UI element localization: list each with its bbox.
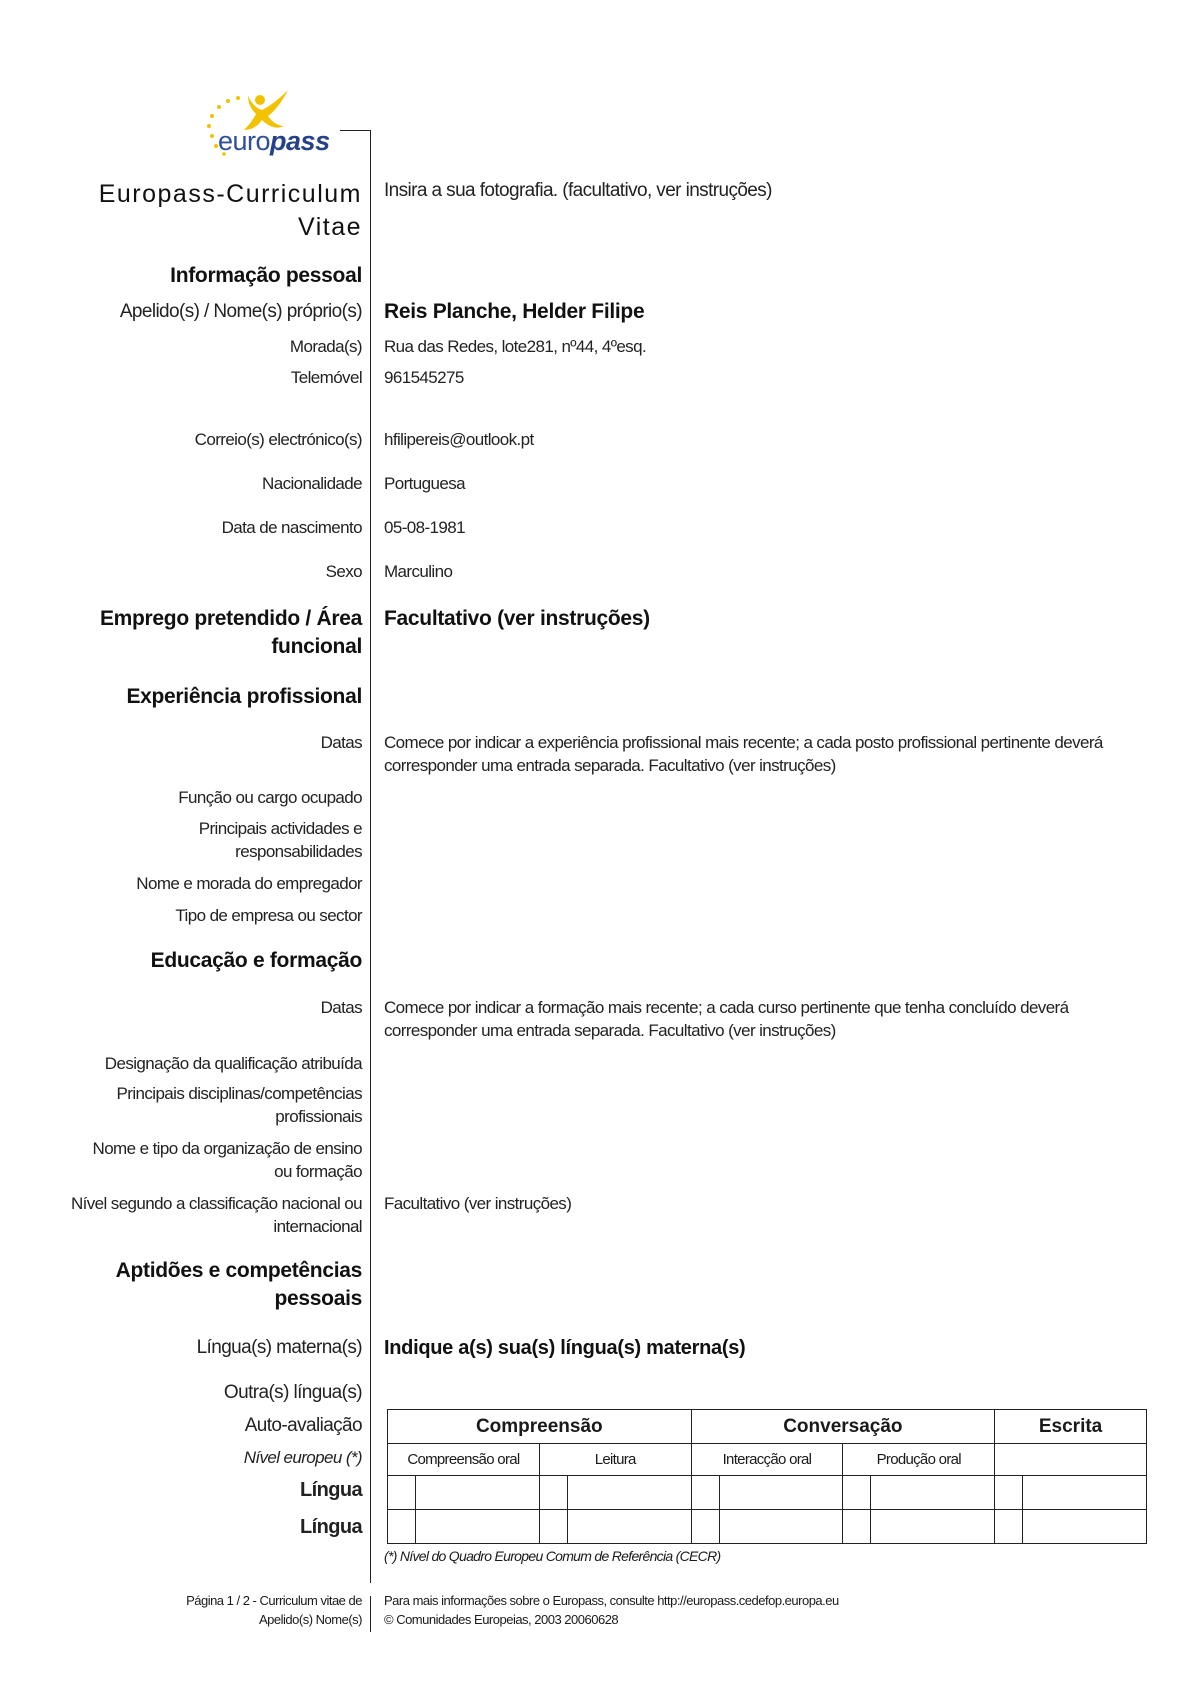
table-cell bbox=[388, 1510, 416, 1544]
self-assessment-label: Auto-avaliação bbox=[244, 1415, 362, 1436]
mother-tongue-value: Indique a(s) sua(s) língua(s) materna(s) bbox=[384, 1337, 746, 1359]
footer-page-line: Página 1 / 2 - Curriculum vitae de bbox=[186, 1593, 362, 1608]
table-row bbox=[388, 1476, 1147, 1510]
table-cell bbox=[415, 1510, 539, 1544]
name-label: Apelido(s) / Nome(s) próprio(s) bbox=[119, 301, 362, 322]
table-cell bbox=[567, 1476, 691, 1510]
header-writing: Escrita bbox=[995, 1410, 1147, 1444]
photo-placeholder: Insira a sua fotografia. (facultativo, ver instruções) bbox=[384, 180, 772, 201]
address-label: Morada(s) bbox=[289, 337, 362, 356]
section-skills: Aptidões e competências pessoais bbox=[115, 1259, 362, 1310]
table-cell bbox=[1023, 1510, 1147, 1544]
table-cell bbox=[871, 1476, 995, 1510]
header-writing-blank bbox=[995, 1444, 1147, 1476]
table-cell bbox=[539, 1476, 567, 1510]
table-cell bbox=[388, 1476, 416, 1510]
table-cell bbox=[719, 1510, 843, 1544]
header-interaction: Interacção oral bbox=[691, 1444, 843, 1476]
table-cell bbox=[567, 1510, 691, 1544]
employer-label: Nome e morada do empregador bbox=[136, 874, 362, 893]
email-value: hfilipereis@outlook.pt bbox=[384, 430, 534, 449]
section-experience: Experiência profissional bbox=[126, 685, 362, 708]
header-reading: Leitura bbox=[539, 1444, 691, 1476]
header-rule bbox=[340, 130, 370, 131]
footer-name-line: Apelido(s) Nome(s) bbox=[259, 1612, 362, 1627]
footer-europass-link: Para mais informações sobre o Europass, consulte http://europass.cedefop.europa.eu bbox=[384, 1593, 839, 1608]
footer-divider bbox=[370, 1596, 371, 1632]
nationality-label: Nacionalidade bbox=[262, 474, 362, 493]
subjects-label: Principais disciplinas/competências profissionais bbox=[116, 1084, 362, 1126]
cecr-footnote: (*) Nível do Quadro Europeu Comum de Referência (CECR) bbox=[384, 1548, 721, 1564]
sector-label: Tipo de empresa ou sector bbox=[175, 906, 362, 925]
table-row bbox=[388, 1510, 1147, 1544]
organisation-label: Nome e tipo da organização de ensino ou formação bbox=[92, 1139, 362, 1181]
footer-page-info bbox=[186, 1591, 362, 1629]
qualification-label: Designação da qualificação atribuída bbox=[104, 1054, 362, 1073]
header-speaking: Conversação bbox=[691, 1410, 995, 1444]
section-personal-info: Informação pessoal bbox=[170, 264, 362, 287]
language-row-label: Língua bbox=[300, 1479, 362, 1501]
mother-tongue-label: Língua(s) materna(s) bbox=[196, 1337, 362, 1358]
european-level-label: Nível europeu (*) bbox=[243, 1448, 362, 1467]
level-value: Facultativo (ver instruções) bbox=[384, 1194, 572, 1213]
other-languages-label: Outra(s) língua(s) bbox=[223, 1382, 362, 1403]
footer-info bbox=[384, 1591, 839, 1629]
language-self-assessment-table bbox=[387, 1409, 1147, 1544]
section-education: Educação e formação bbox=[150, 949, 362, 972]
nationality-value: Portuguesa bbox=[384, 474, 465, 493]
table-cell bbox=[719, 1476, 843, 1510]
footer-copyright: © Comunidades Europeias, 2003 20060628 bbox=[384, 1612, 619, 1627]
header-production: Produção oral bbox=[843, 1444, 995, 1476]
section-desired-job: Emprego pretendido / Área funcional bbox=[99, 607, 362, 658]
mobile-value: 961545275 bbox=[384, 368, 464, 387]
sex-value: Marculino bbox=[384, 562, 453, 581]
desired-job-value: Facultativo (ver instruções) bbox=[384, 607, 650, 630]
document-title: Europass-Curriculum Vitae bbox=[98, 180, 362, 241]
experience-dates-value: Comece por indicar a experiência profissional mais recente; a cada posto profissional pertinente deverá corresponder uma entrada separada. Facultativo (ver instruções) bbox=[384, 733, 1103, 775]
europass-logo-text: europass bbox=[218, 126, 330, 156]
role-label: Função ou cargo ocupado bbox=[178, 788, 362, 807]
header-understanding: Compreensão bbox=[388, 1410, 692, 1444]
birthdate-label: Data de nascimento bbox=[221, 518, 362, 537]
birthdate-value: 05-08-1981 bbox=[384, 518, 465, 537]
education-dates-label: Datas bbox=[320, 998, 362, 1017]
name-value: Reis Planche, Helder Filipe bbox=[384, 300, 645, 323]
sex-label: Sexo bbox=[325, 562, 362, 581]
language-row-label: Língua bbox=[300, 1516, 362, 1538]
experience-dates-label: Datas bbox=[320, 733, 362, 752]
address-value: Rua das Redes, lote281, nº44, 4ºesq. bbox=[384, 337, 647, 356]
level-label: Nível segundo a classificação nacional ou internacional bbox=[70, 1194, 362, 1236]
table-cell bbox=[843, 1510, 871, 1544]
table-cell bbox=[691, 1476, 719, 1510]
table-cell bbox=[691, 1510, 719, 1544]
mobile-label: Telemóvel bbox=[290, 368, 362, 387]
table-cell bbox=[539, 1510, 567, 1544]
table-cell bbox=[1023, 1476, 1147, 1510]
table-cell bbox=[995, 1476, 1023, 1510]
table-cell bbox=[871, 1510, 995, 1544]
email-label: Correio(s) electrónico(s) bbox=[194, 430, 362, 449]
header-listening: Compreensão oral bbox=[388, 1444, 540, 1476]
column-divider bbox=[370, 130, 371, 1583]
table-cell bbox=[843, 1476, 871, 1510]
europass-logo bbox=[200, 86, 340, 168]
table-cell bbox=[995, 1510, 1023, 1544]
table-cell bbox=[415, 1476, 539, 1510]
activities-label: Principais actividades e responsabilidades bbox=[198, 819, 362, 861]
education-dates-value: Comece por indicar a formação mais recente; a cada curso pertinente que tenha concluído deverá corresponder uma entrada separada. Facultativo (ver instruções) bbox=[384, 998, 1069, 1040]
